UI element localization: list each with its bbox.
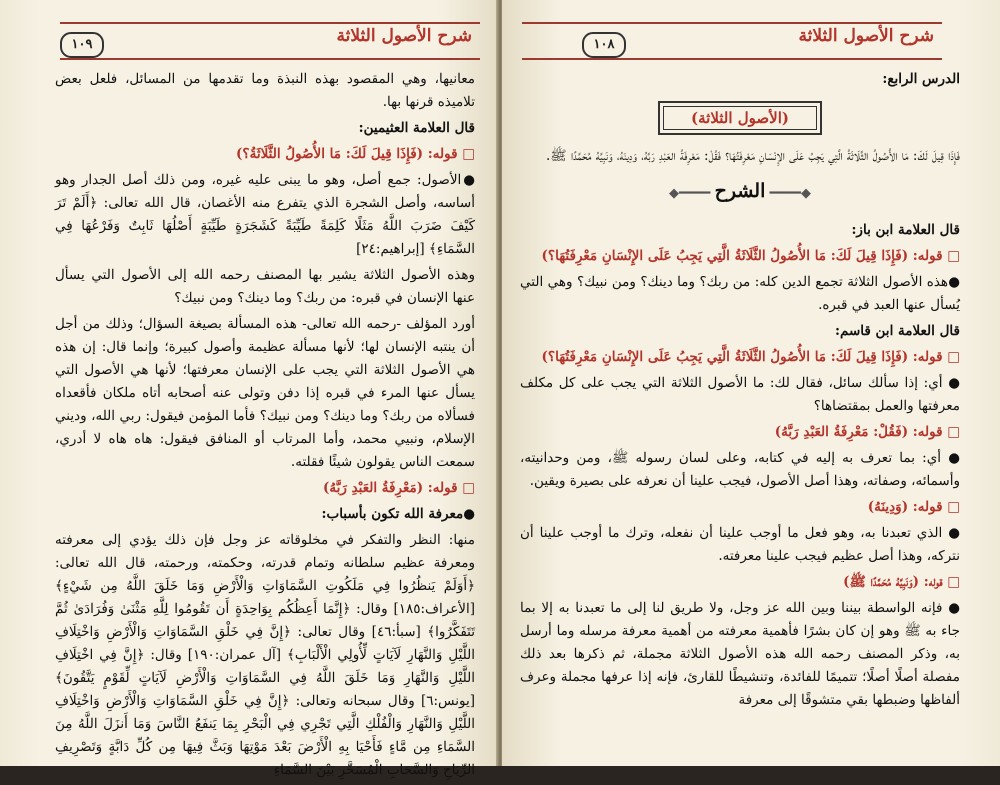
left-page	[0, 0, 498, 778]
right-heading: قال العلامة ابن باز:	[851, 222, 960, 238]
right-quote: □ قوله: (وَدِينَهُ)	[867, 499, 960, 515]
lesson-title: (الأصول الثلاثة)	[691, 109, 789, 127]
right-page-number: ١٠٨	[582, 32, 626, 58]
left-heading: قال العلامة العثيمين:	[358, 120, 475, 136]
left-heading: ●معرفة الله تكون بأسباب:	[321, 506, 475, 522]
right-text: ● فإنه الواسطة بيننا وبين الله عز وجل، ولا طريق لنا إلى ما تعبدنا به إلا بما جاء به ﷺ وهو إن كان بشرًا فأهمية معرفته من أهمية معرفة مرسله وما أرسل به، وذكر المصنف رحمه الله هذه الأصول الثلاثة مجملة، ثم ذكرها بعد ذلك مفصلة أصلًا أصلًا؛ تتميمًا للفائدة، وتنشيطًا للقارئ، فإنه إذا عرفها مجملة وعرف ألفاظها وضبطها بقي متشوقًا إلى معرفة	[520, 600, 960, 708]
left-text: ●الأصول: جمع أصل، وهو ما يبنى عليه غيره، ومن ذلك أصل الجدار وهو أساسه، وأصل الشجرة الذي يتفرع منه الأغصان، قال الله تعالى: ﴿أَلَمْ تَرَ كَيْفَ ضَرَبَ اللَّهُ مَثَلًا كَلِمَةً طَيِّبَةً كَشَجَرَةٍ طَيِّبَةٍ أَصْلُهَا ثَابِتٌ وَفَرْعُهَا فِي السَّمَاءِ﴾ [إبراهيم:٢٤]	[55, 172, 475, 257]
left-page-number: ١٠٩	[60, 32, 104, 58]
right-page	[502, 0, 1000, 766]
right-heading: قال العلامة ابن قاسم:	[834, 323, 960, 339]
right-text: ●هذه الأصول الثلاثة تجمع الدين كله: من ربك؟ وما دينك؟ ومن نبيك؟ وهي التي يُسأل عنها العبد في قبره.	[520, 274, 960, 313]
left-header-title: شرح الأصول الثلاثة	[336, 26, 472, 46]
lesson-heading: الدرس الرابع:	[882, 71, 960, 87]
right-quote: □ قوله: (وَنَبِيَّهُ مُحَمَّدًا ﷺ)	[843, 574, 960, 590]
left-page-header	[60, 22, 480, 60]
left-text: وهذه الأصول الثلاثة يشير بها المصنف رحمه الله إلى الأصول التي يسأل عنها الإنسان في قبره: من ربك؟ وما دينك؟ ومن نبيك؟	[55, 267, 475, 306]
right-quote: □ قوله: (فَقُلْ: مَعْرِفَةُ العَبْدِ رَبَّهُ)	[774, 424, 960, 440]
left-quote: □ قوله: (مَعْرِفَةُ العَبْدِ رَبَّهُ)	[322, 480, 475, 496]
left-text: معانيها، وهي المقصود بهذه النبذة وما تقدمها من المسائل، فلعل بعض تلاميذه قرنها بها.	[55, 71, 475, 110]
matn-text: فَإِذَا قِيلَ لَكَ: مَا الأُصُولُ الثَّلَاثَةُ الَّتِي يَجِبُ عَلَى الإِنْسَانِ مَعْرِفَتُهَا؟ فَقُلْ: مَعْرِفَةُ العَبْدِ رَبَّهُ، وَدِينَهُ، وَنَبِيَّهُ مُحَمَّدًا ﷺ.	[545, 148, 960, 164]
lesson-title-box	[658, 101, 822, 135]
right-page-header	[522, 22, 942, 60]
right-text: ● أي: بما تعرف به إليه في كتابه، وعلى لسان رسوله ﷺ، ومن وحدانيته، وأسمائه، وصفاته، وهذا أصل الأصول، فيجب علينا أن نعرفه على بصيرة ويقين.	[520, 450, 960, 489]
left-quote: □ قوله: (فَإِذَا قِيلَ لَكَ: مَا الأُصُولُ الثَّلَاثَةُ؟)	[236, 146, 475, 162]
right-page-body	[520, 68, 960, 715]
right-header-title: شرح الأصول الثلاثة	[798, 26, 934, 46]
left-text: منها: النظر والتفكر في مخلوقاته عز وجل فإن ذلك يؤدي إلى معرفته ومعرفة عظيم سلطانه وتمام قدرته، وحكمته، ورحمته، قال الله تعالى: ﴿أَوَلَمْ يَنظُرُوا فِي مَلَكُوتِ السَّمَاوَاتِ وَالْأَرْضِ وَمَا خَلَقَ اللَّهُ مِن شَيْءٍ﴾ [الأعراف:١٨٥] وقال: ﴿إِنَّمَا أَعِظُكُم بِوَاحِدَةٍ أَن تَقُومُوا لِلَّهِ مَثْنَىٰ وَفُرَادَىٰ ثُمَّ تَتَفَكَّرُوا﴾ [سبأ:٤٦] وقال تعالى: ﴿إِنَّ فِي خَلْقِ السَّمَاوَاتِ وَالْأَرْضِ وَاخْتِلَافِ اللَّيْلِ وَالنَّهَارِ لَآيَاتٍ لِّأُولِي الْأَلْبَابِ﴾ [آل عمران:١٩٠] وقال: ﴿إِنَّ فِي اخْتِلَافِ اللَّيْلِ وَالنَّهَارِ وَمَا خَلَقَ اللَّهُ فِي السَّمَاوَاتِ وَالْأَرْضِ لَآيَاتٍ لِّقَوْمٍ يَتَّقُونَ﴾ [يونس:٦] وقال سبحانه وتعالى: ﴿إِنَّ فِي خَلْقِ السَّمَاوَاتِ وَالْأَرْضِ وَاخْتِلَافِ اللَّيْلِ وَالنَّهَارِ وَالْفُلْكِ الَّتِي تَجْرِي فِي الْبَحْرِ بِمَا يَنفَعُ النَّاسَ وَمَا أَنزَلَ اللَّهُ مِنَ السَّمَاءِ مِن مَّاءٍ فَأَحْيَا بِهِ الْأَرْضَ بَعْدَ مَوْتِهَا وَبَثَّ فِيهَا مِن كُلِّ دَابَّةٍ وَتَصْرِيفِ الرِّيَاحِ وَالسَّحَابِ الْمُسَخَّرِ بَيْنَ السَّمَاءِ	[55, 532, 475, 778]
sharh-label: الشرح	[714, 180, 766, 202]
left-page-body	[55, 68, 475, 785]
right-text: ● الذي تعبدنا به، وهو فعل ما أوجب علينا أن نفعله، وترك ما أوجب علينا أن نتركه، وهذا أصل عظيم فيجب علينا معرفته.	[520, 525, 960, 564]
right-text: ● أي: إذا سألك سائل، فقال لك: ما الأصول الثلاثة التي يجب على كل مكلف معرفتها والعمل بمقتضاها؟	[520, 375, 960, 414]
ornament-icon: ━━━━◆	[669, 186, 711, 201]
right-quote: □ قوله: (فَإِذَا قِيلَ لَكَ: مَا الأُصُولُ الثَّلَاثَةُ الَّتِي يَجِبُ عَلَى الإِنْسَانِ مَعْرِفَتُهَا؟)	[541, 349, 960, 365]
right-commentary	[520, 219, 960, 712]
right-quote: □ قوله: (فَإِذَا قِيلَ لَكَ: مَا الأُصُولُ الثَّلَاثَةُ الَّتِي يَجِبُ عَلَى الإِنْسَانِ مَعْرِفَتُهَا؟)	[541, 248, 960, 264]
left-text: أورد المؤلف -رحمه الله تعالى- هذه المسألة بصيغة السؤال؛ وذلك من أجل أن ينتبه الإنسان لها؛ لأنها مسألة عظيمة وأصول كبيرة؛ وإنما قال: إن هذه هي الأصول الثلاثة التي يجب على الإنسان معرفتها؛ لأنها هي الأصول التي يسأل عنها المرء في قبره إذا دفن وتولى عنه أصحابه أتاه ملكان فأقعداه فسألاه من ربك؟ وما دينك؟ ومن نبيك؟ فأما المؤمن فيقول: ربي الله، وديني الإسلام، ونبيي محمد، وأما المرتاب أو المنافق فيقول: هاه هاه لا أدري، سمعت الناس يقولون شيئًا فقلته.	[55, 316, 475, 470]
sharh-divider	[520, 180, 960, 205]
ornament-icon: ◆━━━━	[769, 186, 811, 201]
